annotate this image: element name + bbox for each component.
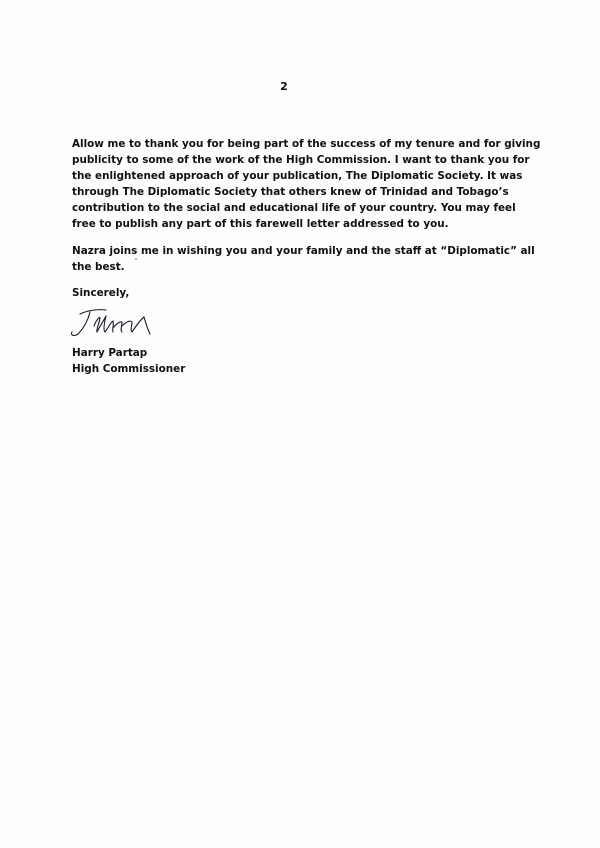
page-number: 2 xyxy=(280,80,288,93)
body-paragraph-thanks: Allow me to thank you for being part of the success of my tenure and for giving publicity to some of the work of the High Commission. I want to thank you for the enlightened approach of your publication, The Diplomatic Society. It was through The Diplomatic Society that others knew of Trinidad and Tobago’s contribution to the social and educational life of your country. You may feel free to publish any part of this farewell letter addressed to you. xyxy=(72,138,541,230)
closing-salutation: Sincerely, xyxy=(72,287,130,299)
handwritten-signature xyxy=(66,304,158,340)
signer-block xyxy=(72,345,185,377)
body-paragraph-wishes: Nazra joins me in wishing you and your family and the staff at “Diplomatic” all the best. xyxy=(72,245,535,273)
signer-name: Harry Partap xyxy=(72,347,148,359)
signer-title: High Commissioner xyxy=(72,363,186,375)
paper-speck xyxy=(135,258,137,260)
